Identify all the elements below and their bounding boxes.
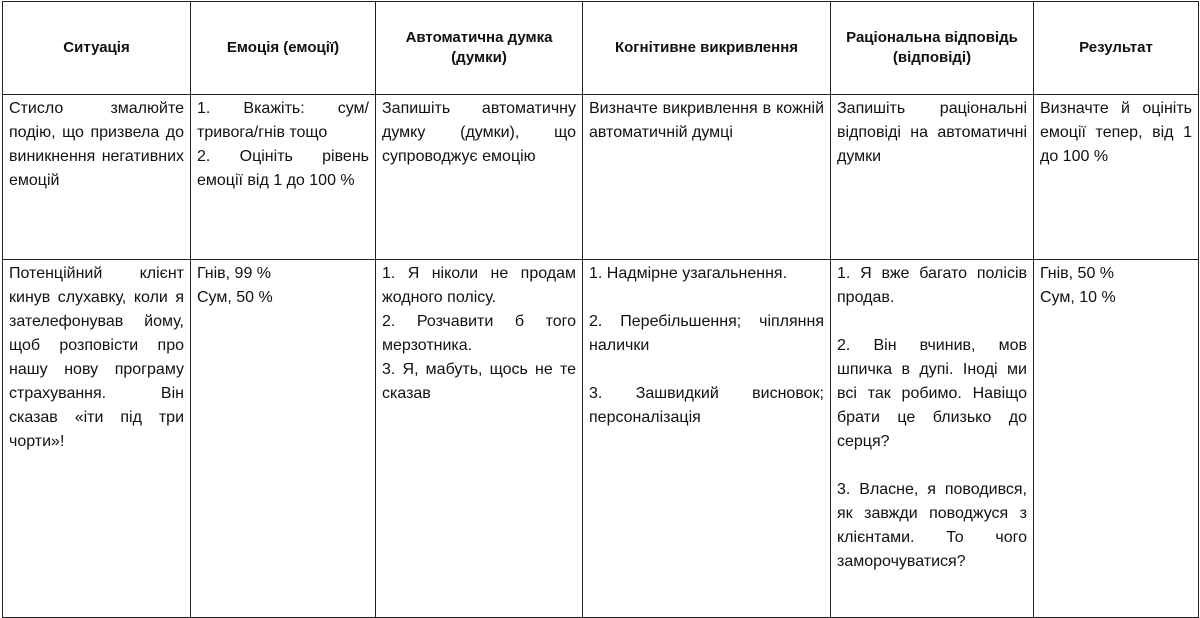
thought-item: 2. Розчавити б того мерзотника. [382,313,576,354]
response-item: 1. Я вже багато полісів продав. [837,265,1027,306]
header-emotion: Емоція (емоції) [191,2,376,95]
example-row [3,260,1199,618]
distortion-item: 1. Надмірне узагальнення. [589,265,788,282]
instruction-text: Визначте й оцініть емоції тепер, від 1 до 100 % [1040,100,1192,165]
result-item: Гнів, 50 % [1040,265,1115,282]
emotion-item: Гнів, 99 % [197,265,272,282]
example-situation [3,260,191,618]
instruction-text: Визначте викривлення в кожній автоматичній думці [589,100,824,141]
example-emotions [191,260,376,618]
example-thoughts [376,260,583,618]
instruction-text: 2. Оцініть рівень емоції від 1 до 100 % [197,148,369,189]
example-responses [831,260,1034,618]
response-item: 3. Власне, я поводився, як завжди поводжуся з клієнтами. То чого заморочуватися? [837,481,1027,570]
emotion-item: Сум, 50 % [197,289,273,306]
header-automatic-thought: Автоматична думка (думки) [376,2,583,95]
result-item: Сум, 10 % [1040,289,1116,306]
instruction-emotion [191,95,376,260]
instruction-text: Запишіть раціональні відповіді на автоматичні думки [837,100,1027,165]
header-cognitive-distortion: Когнітивне викривлення [583,2,831,95]
header-row [3,2,1199,95]
response-item: 2. Він вчинив, мов шпичка в дупі. Іноді ми всі так робимо. Навіщо брати це близько до серця? [837,337,1027,450]
thought-item: 1. Я ніколи не продам жодного полісу. [382,265,576,306]
header-rational-response: Раціональна відповідь (відповіді) [831,2,1034,95]
instruction-automatic-thought [376,95,583,260]
instruction-text: 1. Вкажіть: сум/тривога/гнів тощо [197,100,369,141]
instruction-cognitive-distortion [583,95,831,260]
instruction-row [3,95,1199,260]
instruction-situation [3,95,191,260]
header-result: Результат [1034,2,1199,95]
cbt-worksheet-table [2,1,1199,618]
distortion-item: 2. Перебільшення; чіпляння налички [589,313,824,354]
example-distortions [583,260,831,618]
distortion-item: 3. Зашвидкий висновок; персоналізація [589,385,824,426]
instruction-rational-response [831,95,1034,260]
instruction-result [1034,95,1199,260]
situation-text: Потенційний клієнт кинув слухавку, коли я зателефонував йому, щоб розповісти про нашу нову програму страхування. Він сказав «іти під три чорти»! [9,265,184,450]
instruction-text: Запишіть автоматичну думку (думки), що супроводжує емоцію [382,100,576,165]
header-situation: Ситуація [3,2,191,95]
example-result [1034,260,1199,618]
thought-item: 3. Я, мабуть, щось не те сказав [382,361,576,402]
instruction-text: Стисло змалюйте подію, що призвела до виникнення негативних емоцій [9,100,184,189]
